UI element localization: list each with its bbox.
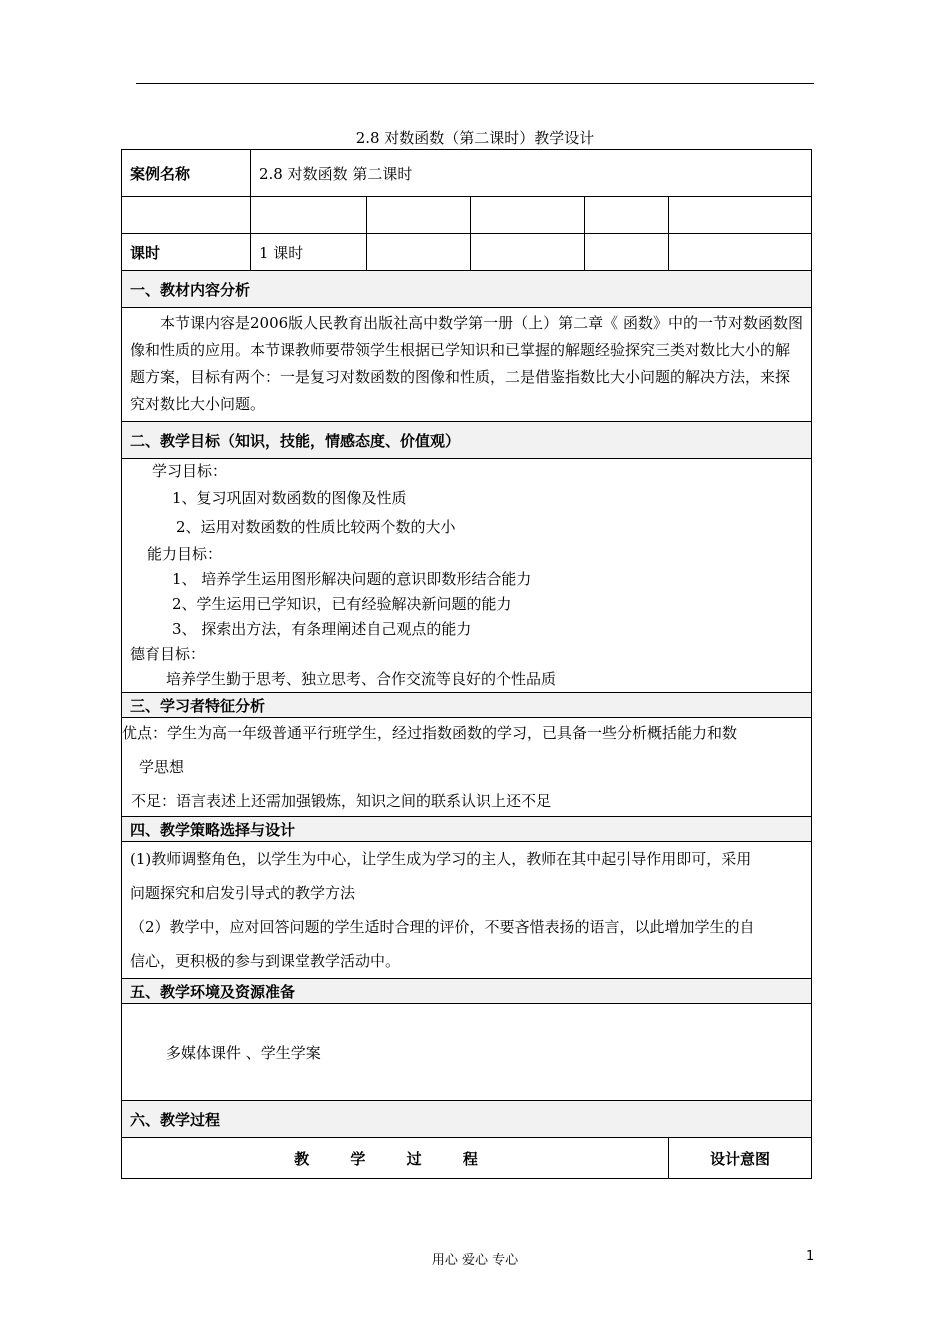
section-3-header — [122, 693, 812, 718]
section-6-title: 六、教学过程 — [122, 1101, 812, 1138]
blank-cell — [669, 197, 812, 234]
section-1-text: 本节课内容是2006版人民教育出版社高中数学第一册（上）第二章《 函数》中的一节对数函数图像和性质的应用。本节课教师要带领学生根据已学知识和已掌握的解题经验探究三类对数比大小的解题方案，目标有两个：一是复习对数函数的图像和性质，二是借鉴指数比大小问题的解决方法，来探究对数比大小问题。 — [130, 314, 803, 413]
objective-line: 3、 探索出方法，有条理阐述自己观点的能力 — [172, 620, 472, 638]
blank-cell — [367, 197, 471, 234]
objective-line: 1、 培养学生运用图形解决问题的意识即数形结合能力 — [172, 570, 532, 588]
section-3-body — [122, 718, 812, 817]
section-4-title: 四、教学策略选择与设计 — [122, 817, 812, 842]
hours-label: 课时 — [122, 234, 251, 271]
lesson-plan-table — [121, 149, 812, 1179]
section-5-header — [122, 979, 812, 1004]
blank-cell — [122, 197, 251, 234]
section-5-title: 五、教学环境及资源准备 — [122, 979, 812, 1004]
blank-cell — [471, 197, 585, 234]
resources-text: 多媒体课件 、学生学案 — [166, 1043, 321, 1062]
objective-line: 学习目标： — [152, 462, 228, 480]
objective-line: 1、复习巩固对数函数的图像及性质 — [172, 489, 407, 507]
section-5-body — [122, 1004, 812, 1101]
learner-line: 优点：学生为高一年级普通平行班学生，经过指数函数的学习，已具备一些分析概括能力和数 — [122, 724, 738, 742]
section-6-header — [122, 1101, 812, 1138]
learner-line: 不足：语言表述上还需加强锻炼，知识之间的联系认识上还不足 — [131, 792, 552, 810]
blank-cell — [471, 234, 585, 271]
strategy-line: （2）教学中，应对回答问题的学生适时合理的评价，不要吝惜表扬的语言，以此增加学生的自 — [130, 918, 755, 936]
objective-line: 2、学生运用已学知识，已有经验解决新问题的能力 — [172, 595, 512, 613]
design-intent-header: 设计意图 — [669, 1138, 812, 1179]
document-title: 2.8 对数函数（第二课时）教学设计 — [355, 129, 595, 147]
case-name-label: 案例名称 — [122, 150, 251, 197]
blank-cell — [669, 234, 812, 271]
case-name-value: 2.8 对数函数 第二课时 — [251, 150, 812, 197]
footer-motto: 用心 爱心 专心 — [431, 1253, 519, 1268]
page-number: 1 — [806, 1249, 815, 1264]
blank-cell — [251, 197, 367, 234]
section-1-title: 一、教材内容分析 — [122, 271, 812, 308]
hours-row — [122, 234, 812, 271]
section-1-body — [122, 308, 812, 422]
section-2-body — [122, 459, 812, 693]
objective-line: 2、运用对数函数的性质比较两个数的大小 — [176, 518, 456, 536]
process-header-row — [122, 1138, 812, 1179]
section-2-header — [122, 422, 812, 459]
objective-line: 德育目标： — [130, 645, 206, 663]
section-4-body — [122, 842, 812, 979]
section-4-header — [122, 817, 812, 842]
blank-cell — [585, 197, 669, 234]
process-column-header: 教 学 过 程 — [294, 1149, 496, 1168]
objective-line: 能力目标： — [147, 545, 223, 563]
blank-cell — [367, 234, 471, 271]
section-2-title: 二、教学目标（知识，技能，情感态度、价值观） — [122, 422, 812, 459]
objective-line: 培养学生勤于思考、独立思考、合作交流等良好的个性品质 — [166, 670, 557, 688]
learner-line: 学思想 — [139, 758, 185, 776]
header-rule — [136, 83, 814, 84]
blank-row — [122, 197, 812, 234]
strategy-line: (1)教师调整角色，以学生为中心，让学生成为学习的主人，教师在其中起引导作用即可，采用 — [130, 850, 752, 868]
case-name-row — [122, 150, 812, 197]
section-1-header — [122, 271, 812, 308]
blank-cell — [585, 234, 669, 271]
hours-value: 1 课时 — [251, 234, 367, 271]
section-3-title: 三、学习者特征分析 — [122, 693, 812, 718]
strategy-line: 问题探究和启发引导式的教学方法 — [130, 884, 356, 902]
strategy-line: 信心，更积极的参与到课堂教学活动中。 — [130, 952, 401, 970]
